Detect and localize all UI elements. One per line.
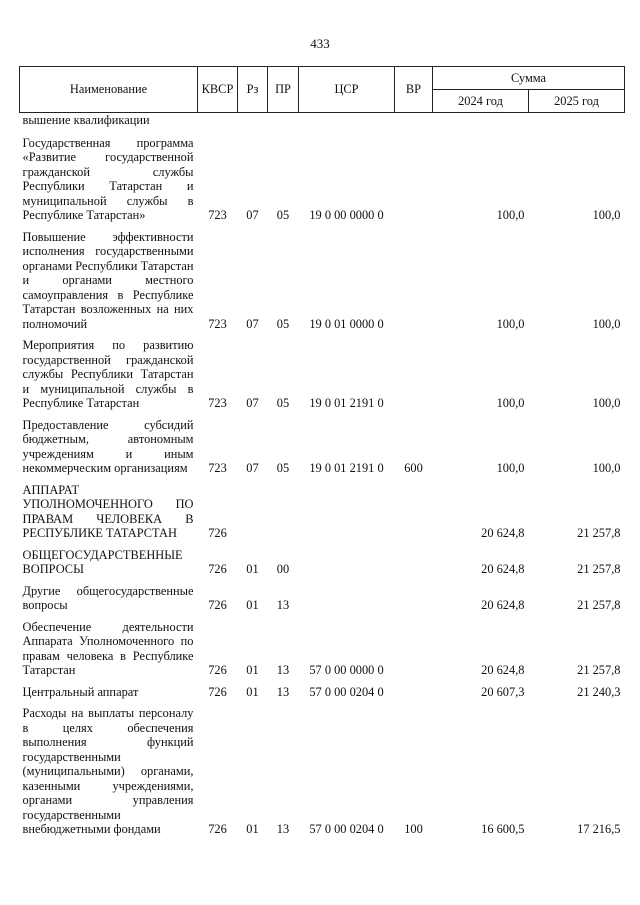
row-kvsr: 726 xyxy=(208,562,227,576)
row-sum-2024: 20 624,8 xyxy=(481,526,525,540)
row-sum-2024: 100,0 xyxy=(496,208,525,222)
table-row xyxy=(20,613,625,678)
row-sum-2025: 21 257,8 xyxy=(577,562,621,576)
header-pr: ПР xyxy=(268,67,299,113)
row-kvsr: 726 xyxy=(208,526,227,540)
table-body xyxy=(20,113,625,837)
row-name: Другие общегосударственные вопросы xyxy=(22,583,194,612)
row-kvsr: 726 xyxy=(208,822,227,836)
row-kvsr: 723 xyxy=(208,461,227,475)
row-vr xyxy=(395,678,433,700)
row-sum-2025: 21 257,8 xyxy=(577,526,621,540)
row-csr: 19 0 00 0000 0 xyxy=(309,208,384,222)
row-pr: 13 xyxy=(276,684,290,699)
row-sum-2024: 20 624,8 xyxy=(481,598,525,612)
row-sum-2024: 100,0 xyxy=(496,461,525,475)
row-name: ОБЩЕГОСУДАРСТВЕННЫЕ ВОПРОСЫ xyxy=(22,547,183,576)
row-sum-2024: 100,0 xyxy=(496,316,525,331)
row-pr: 05 xyxy=(276,208,290,222)
table-row xyxy=(20,577,625,613)
header-kvsr: КВСР xyxy=(198,67,238,113)
table-row xyxy=(20,331,625,411)
row-vr xyxy=(395,128,433,223)
row-sum-2024: 20 607,3 xyxy=(481,684,525,699)
row-sum-2024: 20 624,8 xyxy=(481,663,525,677)
row-csr xyxy=(299,476,395,541)
row-vr: 600 xyxy=(404,461,423,475)
row-name: Повышение эффективности исполнения государственными органами Республики Татарстан и органами местного самоуправления в Республике Татарстан возложенных на них полномочий xyxy=(22,229,194,331)
table-row xyxy=(20,699,625,837)
row-csr: 19 0 01 0000 0 xyxy=(309,316,384,331)
header-year-2025: 2025 год xyxy=(529,90,625,113)
row-csr: 57 0 00 0204 0 xyxy=(309,684,384,699)
row-rz: 01 xyxy=(246,598,259,612)
header-vr: ВР xyxy=(395,67,433,113)
row-kvsr: 723 xyxy=(208,316,227,331)
row-csr: 19 0 01 2191 0 xyxy=(309,396,384,410)
table-row xyxy=(20,223,625,332)
row-vr xyxy=(395,476,433,541)
row-sum-2025: 21 257,8 xyxy=(577,598,621,612)
row-csr xyxy=(299,541,395,577)
table-row xyxy=(20,411,625,476)
row-sum-2025: 100,0 xyxy=(592,396,621,410)
table-row xyxy=(20,678,625,700)
row-pr: 13 xyxy=(276,598,290,612)
row-sum-2025: 100,0 xyxy=(592,208,621,222)
row-name: Обеспечение деятельности Аппарата Уполномоченного по правам человека в Республике Татарстан xyxy=(22,619,194,677)
row-kvsr: 726 xyxy=(208,684,227,699)
continuation-text: вышение квалификации xyxy=(22,113,150,127)
table-row xyxy=(20,128,625,223)
table-row xyxy=(20,541,625,577)
page-number: 433 xyxy=(310,36,330,51)
row-pr: 05 xyxy=(276,461,290,475)
row-name: Предоставление субсидий бюджетным, автономным учреждениям и иным некоммерческим организациям xyxy=(22,417,194,475)
header-csr: ЦСР xyxy=(299,67,395,113)
row-rz: 01 xyxy=(246,684,259,699)
row-vr xyxy=(395,613,433,678)
row-name: Мероприятия по развитию государственной гражданской службы Республики Татарстан и муниципальной службы в Республике Татарстан xyxy=(22,338,194,410)
row-vr xyxy=(395,331,433,411)
row-vr xyxy=(395,577,433,613)
table-row xyxy=(20,476,625,541)
row-rz xyxy=(238,476,268,541)
row-rz: 01 xyxy=(246,822,259,836)
row-csr: 57 0 00 0000 0 xyxy=(309,663,384,677)
row-rz: 01 xyxy=(246,562,259,576)
row-kvsr: 726 xyxy=(208,598,227,612)
row-kvsr: 723 xyxy=(208,396,227,410)
row-pr: 05 xyxy=(276,316,290,331)
row-rz: 07 xyxy=(246,316,259,331)
budget-table xyxy=(19,66,625,837)
row-kvsr: 723 xyxy=(208,208,227,222)
row-sum-2025: 21 257,8 xyxy=(577,663,621,677)
row-pr: 13 xyxy=(276,663,290,677)
row-pr: 05 xyxy=(276,396,290,410)
row-pr xyxy=(268,476,299,541)
row-csr: 19 0 01 2191 0 xyxy=(309,461,384,475)
row-rz: 01 xyxy=(246,663,259,677)
row-csr xyxy=(299,577,395,613)
row-sum-2024: 100,0 xyxy=(496,396,525,410)
row-name: Расходы на выплаты персоналу в целях обеспечения выполнения функций государственными (муниципальными) органами, казенными учреждениями, органами управления государственными внебюджетными фондами xyxy=(22,706,194,836)
row-pr: 13 xyxy=(276,822,290,836)
row-name: Государственная программа «Развитие государственной гражданской службы Республики Татарстан и муниципальной службы в Республике Татарстан» xyxy=(22,135,194,222)
header-rz: Рз xyxy=(238,67,268,113)
row-name: АППАРАТ УПОЛНОМОЧЕННОГО ПО ПРАВАМ ЧЕЛОВЕКА В РЕСПУБЛИКЕ ТАТАРСТАН xyxy=(22,482,194,540)
row-vr xyxy=(395,223,433,332)
row-rz: 07 xyxy=(246,461,259,475)
row-kvsr: 726 xyxy=(208,663,227,677)
row-sum-2025: 21 240,3 xyxy=(577,684,621,699)
row-csr: 57 0 00 0204 0 xyxy=(309,822,384,836)
row-vr xyxy=(395,541,433,577)
row-name: Центральный аппарат xyxy=(22,684,139,699)
row-sum-2024: 16 600,5 xyxy=(481,822,525,836)
row-rz: 07 xyxy=(246,396,259,410)
row-rz: 07 xyxy=(246,208,259,222)
row-sum-2025: 17 216,5 xyxy=(577,822,621,836)
header-year-2024: 2024 год xyxy=(433,90,529,113)
row-sum-2025: 100,0 xyxy=(592,316,621,331)
table-header xyxy=(20,67,625,113)
header-sum: Сумма xyxy=(433,67,625,90)
header-name: Наименование xyxy=(20,67,198,113)
row-sum-2025: 100,0 xyxy=(592,461,621,475)
row-sum-2024: 20 624,8 xyxy=(481,562,525,576)
row-pr: 00 xyxy=(276,562,290,576)
row-vr: 100 xyxy=(404,822,423,836)
